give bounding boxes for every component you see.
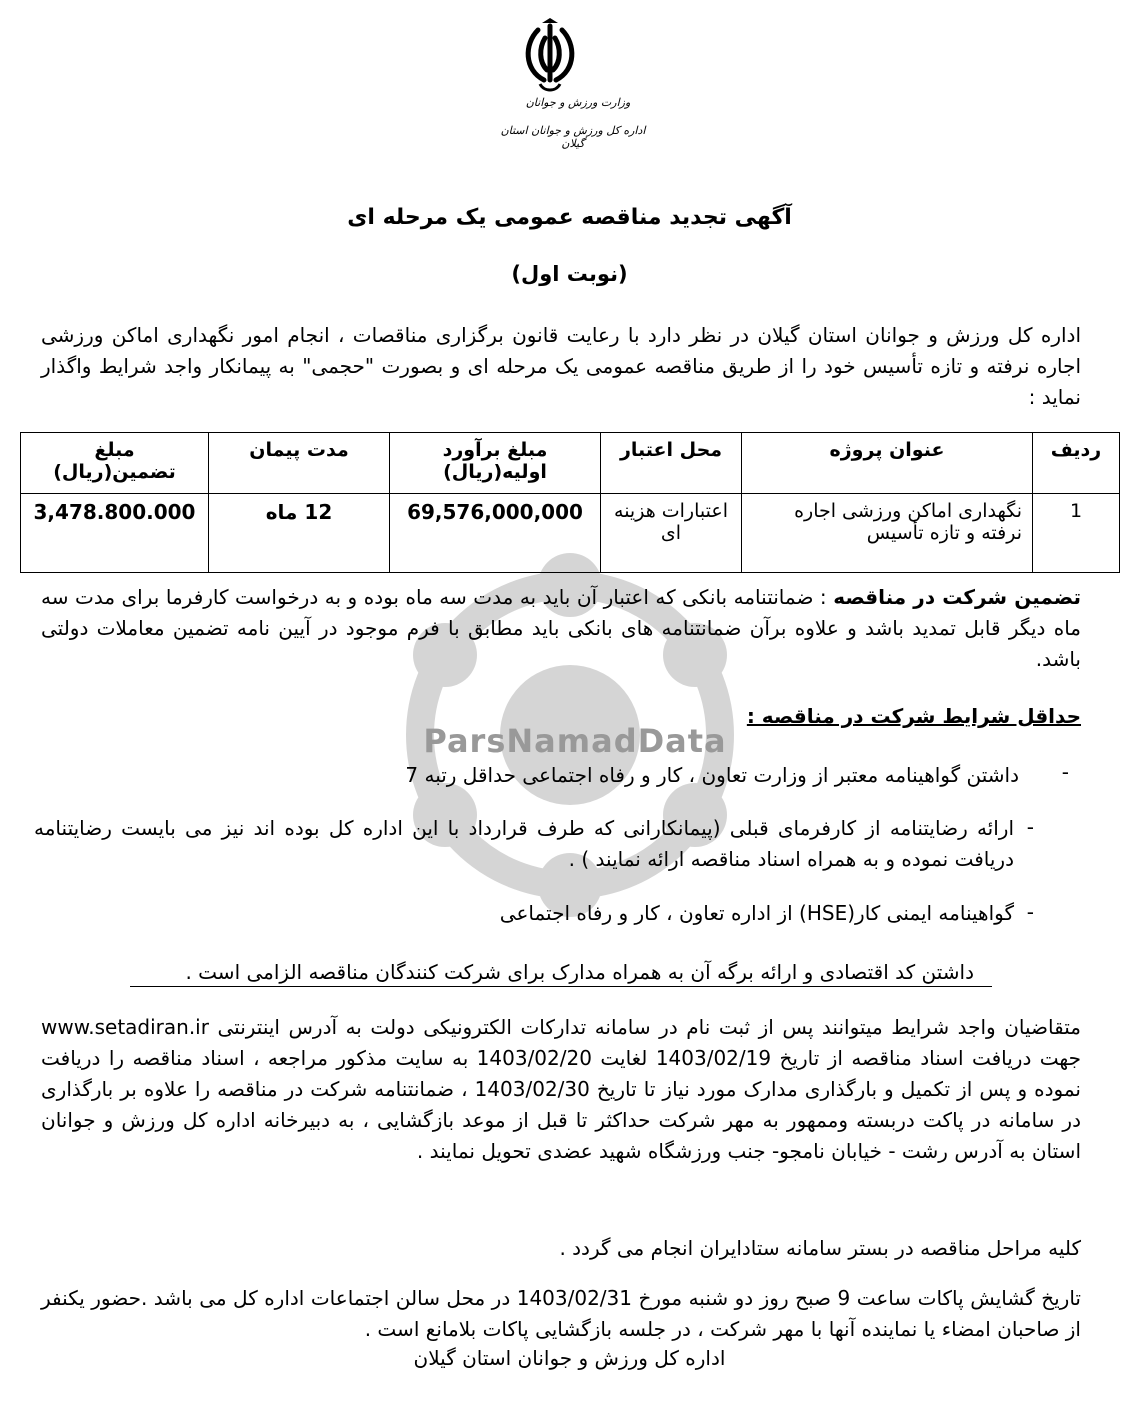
office-name: اداره کل ورزش و جوانان استان گیلان — [500, 124, 646, 150]
economic-code-requirement: داشتن کد اقتصادی و ارائه برگه آن به همراه مدارک برای شرکت کنندگان مناقصه الزامی است . — [130, 957, 992, 987]
guarantee-text: : ضمانتنامه بانکی که اعتبار آن باید به مدت سه ماه بوده و به درخواست کارفرما برای مدت سه ماه دیگر قابل تمدید باشد و علاوه برآن ضمانتنامه های بانکی باید مطابق با فرم موجود در آیین نامه تضمین معاملات دولتی باشد. — [41, 585, 1081, 671]
stages-paragraph: کلیه مراحل مناقصه در بستر سامانه ستادایران انجام می گردد . — [559, 1236, 1081, 1260]
iran-emblem-icon — [520, 18, 580, 98]
header-funding-source: محل اعتبار — [601, 433, 742, 494]
header-duration: مدت پیمان — [209, 433, 390, 494]
notice-title: آگهی تجدید مناقصه عمومی یک مرحله ای — [347, 205, 792, 230]
requirement-item: داشتن گواهینامه معتبر از وزارت تعاون ، کار و رفاه اجتماعی حداقل رتبه 7 — [405, 763, 1019, 787]
opening-paragraph: تاریخ گشایش پاکات ساعت 9 صبح روز دو شنبه مورخ 1403/02/31 در محل سالن اجتماعات اداره کل می باشد .حضور یکنفر از صاحبان امضاء یا نماینده آنها با مهر شرکت ، در جلسه بازگشایی پاکات بلامانع است . — [41, 1286, 1081, 1341]
procedure-paragraph: متقاضیان واجد شرایط میتوانند پس از ثبت نام در سامانه تدارکات الکترونیکی دولت به آدرس اینترنتی www.setadiran.ir جهت دریافت اسناد مناقصه از تاریخ 1403/02/19 لغایت 1403/02/20 به سایت مذکور مراجعه ، اسناد مناقصه را دریافت نموده و پس از تکمیل و بارگذاری مدارک مورد نیاز تا تاریخ 1403/02/30 ، ضمانتنامه شرکت در مناقصه را علاوه بر بارگذاری در سامانه در پاکت دربسته وممهور به مهر شرکت حداکثر تا قبل از موعد بازگشایی ، به دبیرخانه اداره کل ورزش و جوانان استان به آدرس رشت - خیابان نامجو- جنب ورزشگاه شهید عضدی تحویل نمایند . — [41, 1015, 1081, 1163]
watermark-text: ParsNamadData — [423, 722, 727, 760]
cell-duration: 12 ماه — [209, 494, 390, 573]
table-header-row — [21, 433, 1120, 494]
cell-estimate: 69,576,000,000 — [390, 494, 601, 573]
requirement-item: گواهینامه ایمنی کار(HSE) از اداره تعاون ، کار و رفاه اجتماعی — [499, 901, 1014, 925]
header-estimate: مبلغ برآورد اولیه(ریال) — [390, 433, 601, 494]
bullet-dash: - — [1026, 900, 1034, 924]
header-row-number: ردیف — [1033, 433, 1120, 494]
bullet-dash: - — [1061, 760, 1069, 784]
table-row — [21, 494, 1120, 573]
intro-paragraph: اداره کل ورزش و جوانان استان گیلان در نظر دارد با رعایت قانون برگزاری مناقصات ، انجام امور نگهداری اماکن ورزشی اجاره نرفته و تازه تأسیس خود را از طریق مناقصه عمومی یک مرحله ای و بصورت "حجمی" به پیمانکار واجد شرایط واگذار نماید : — [41, 323, 1081, 409]
signature-line: اداره کل ورزش و جوانان استان گیلان — [413, 1346, 726, 1370]
guarantee-paragraph — [41, 582, 1081, 675]
requirement-item: ارائه رضایتنامه از کارفرمای قبلی (پیمانکارانی که طرف قرارداد با این اداره کل بوده اند نیز می بایست رضایتنامه دریافت نموده و به همراه اسناد مناقصه ارائه نمایند ) . — [34, 816, 1014, 871]
header-guarantee: مبلغ تضمین(ریال) — [21, 433, 209, 494]
ministry-name: وزارت ورزش و جوانان — [525, 96, 631, 109]
cell-row-number: 1 — [1033, 494, 1120, 573]
cell-guarantee: 3,478.800.000 — [21, 494, 209, 573]
tender-table — [20, 432, 1120, 573]
notice-subtitle: (نوبت اول) — [511, 262, 628, 286]
requirements-heading: حداقل شرایط شرکت در مناقصه : — [746, 704, 1081, 728]
cell-project-title: نگهداری اماکن ورزشی اجاره نرفته و تازه تأسیس — [742, 494, 1033, 573]
header-project-title: عنوان پروژه — [742, 433, 1033, 494]
bullet-dash: - — [1026, 815, 1034, 839]
guarantee-label: تضمین شرکت در مناقصه — [833, 585, 1082, 609]
cell-funding-source: اعتبارات هزینه ای — [601, 494, 742, 573]
